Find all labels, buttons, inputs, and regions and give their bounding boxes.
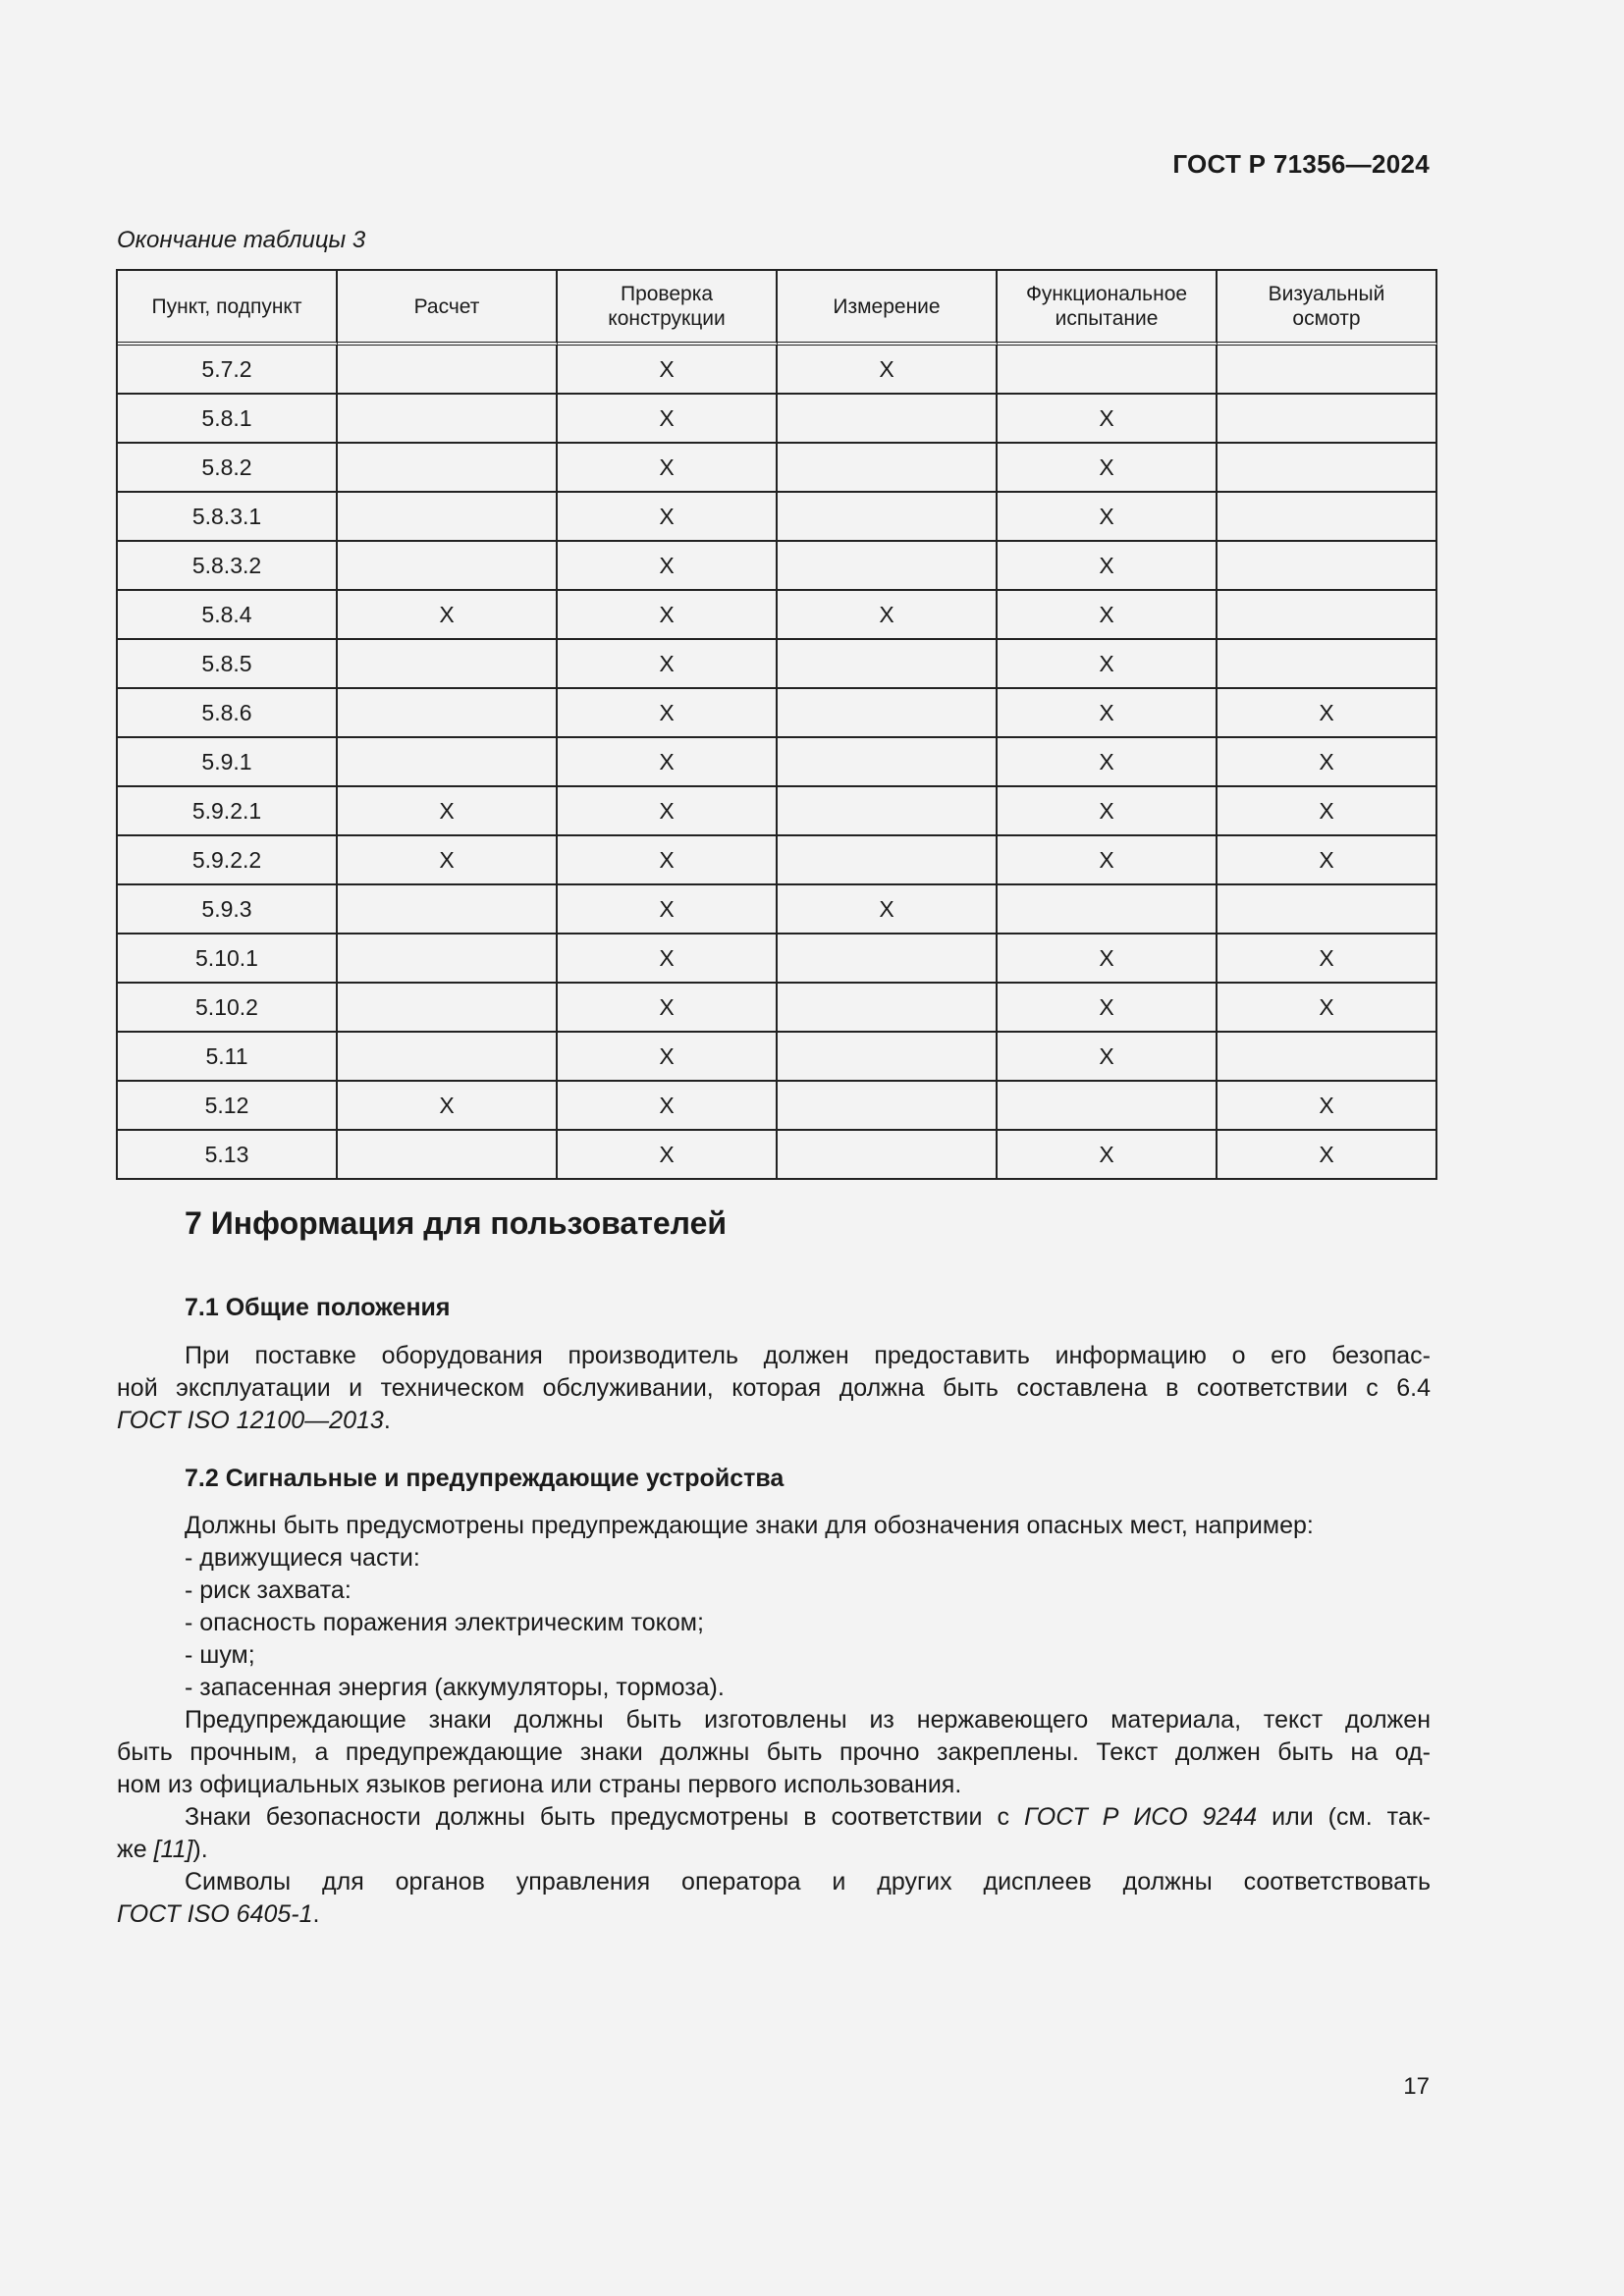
check-cell [1218, 885, 1437, 934]
section-7-1-heading: 7.1 Общие положения [185, 1294, 451, 1321]
clause-number-cell: 5.9.2.1 [118, 787, 338, 836]
check-cell: X [558, 346, 778, 395]
table-row [118, 787, 1437, 836]
check-cell [1218, 444, 1437, 493]
paragraph-line: Символы для органов управления оператора и других дисплеев должны соответствовать [185, 1868, 1431, 1896]
check-cell [778, 1131, 998, 1180]
clause-number-cell: 5.9.1 [118, 738, 338, 787]
table-body [118, 346, 1437, 1180]
paragraph-line [117, 1801, 1431, 1834]
column-header: Функциональное испытание [998, 271, 1218, 346]
check-cell: X [998, 1131, 1218, 1180]
clause-number-cell: 5.9.3 [118, 885, 338, 934]
check-cell [998, 346, 1218, 395]
paragraph-line: При поставке оборудования производитель должен предоставить информацию о его безопас- [185, 1342, 1431, 1369]
check-cell: X [558, 444, 778, 493]
check-cell: X [1218, 787, 1437, 836]
table-row [118, 493, 1437, 542]
check-cell [778, 984, 998, 1033]
check-cell [338, 542, 558, 591]
verification-table [116, 269, 1437, 1180]
paragraph-intro: Должны быть предусмотрены предупреждающие знаки для обозначения опасных мест, например: [185, 1512, 1314, 1539]
clause-number-cell: 5.12 [118, 1082, 338, 1131]
check-cell [778, 934, 998, 984]
table-row [118, 738, 1437, 787]
paragraph-line: Предупреждающие знаки должны быть изготовлены из нержавеющего материала, текст должен [185, 1706, 1431, 1734]
check-cell [1218, 346, 1437, 395]
check-cell: X [558, 689, 778, 738]
paragraph-line: быть прочным, а предупреждающие знаки должны быть прочно закреплены. Текст должен быть на од- [117, 1738, 1431, 1766]
check-cell: X [998, 444, 1218, 493]
clause-number-cell: 5.8.4 [118, 591, 338, 640]
page-number: 17 [1403, 2073, 1430, 2100]
check-cell: X [558, 738, 778, 787]
table-row [118, 1082, 1437, 1131]
check-cell [338, 934, 558, 984]
check-cell: X [1218, 1131, 1437, 1180]
check-cell [338, 1033, 558, 1082]
hazard-list-item: - запасенная энергия (аккумуляторы, тормоза). [185, 1674, 725, 1701]
check-cell: X [1218, 836, 1437, 885]
check-cell [338, 346, 558, 395]
column-header: Расчет [338, 271, 558, 346]
section-7-2-body [117, 1510, 1431, 1931]
section-7-2-heading: 7.2 Сигнальные и предупреждающие устройства [185, 1465, 785, 1492]
table-row [118, 346, 1437, 395]
text: или (см. так- [1257, 1803, 1431, 1831]
check-cell: X [998, 787, 1218, 836]
check-cell: X [778, 346, 998, 395]
text: Знаки безопасности должны быть предусмотрены в соответствии с [185, 1803, 1024, 1831]
check-cell [778, 542, 998, 591]
check-cell: X [998, 1033, 1218, 1082]
hazard-list-item: - шум; [185, 1641, 255, 1669]
check-cell: X [558, 1131, 778, 1180]
text: же [117, 1836, 154, 1863]
clause-number-cell: 5.13 [118, 1131, 338, 1180]
check-cell [998, 885, 1218, 934]
clause-number-cell: 5.9.2.2 [118, 836, 338, 885]
check-cell: X [558, 493, 778, 542]
standard-reference: ГОСТ Р ИСО 9244 [1024, 1803, 1258, 1831]
bibliography-reference: [11] [153, 1836, 193, 1863]
table-row [118, 1131, 1437, 1180]
check-cell: X [558, 542, 778, 591]
check-cell [778, 787, 998, 836]
check-cell [338, 738, 558, 787]
check-cell: X [1218, 934, 1437, 984]
clause-number-cell: 5.8.6 [118, 689, 338, 738]
check-cell [338, 1131, 558, 1180]
check-cell: X [558, 787, 778, 836]
check-cell: X [998, 984, 1218, 1033]
check-cell: X [1218, 738, 1437, 787]
table-header-row [118, 271, 1437, 346]
check-cell: X [998, 542, 1218, 591]
paragraph-line: ной эксплуатации и техническом обслуживании, которая должна быть составлена в соответствии с 6.4 [117, 1374, 1431, 1402]
check-cell: X [558, 836, 778, 885]
table-row [118, 689, 1437, 738]
clause-number-cell: 5.7.2 [118, 346, 338, 395]
check-cell [778, 836, 998, 885]
check-cell: X [998, 640, 1218, 689]
check-cell: X [778, 591, 998, 640]
table-row [118, 395, 1437, 444]
table-row [118, 591, 1437, 640]
table-row [118, 1033, 1437, 1082]
table-row [118, 984, 1437, 1033]
check-cell: X [998, 591, 1218, 640]
document-code: ГОСТ Р 71356—2024 [1172, 149, 1430, 179]
check-cell: X [1218, 689, 1437, 738]
clause-number-cell: 5.8.2 [118, 444, 338, 493]
check-cell [338, 444, 558, 493]
table-row [118, 934, 1437, 984]
check-cell [338, 984, 558, 1033]
hazard-list-item: - опасность поражения электрическим током; [185, 1609, 704, 1636]
check-cell: X [998, 689, 1218, 738]
check-cell [1218, 1033, 1437, 1082]
hazard-list-item: - риск захвата: [185, 1576, 352, 1604]
check-cell: X [998, 738, 1218, 787]
paragraph-line [117, 1898, 1431, 1931]
table-caption: Окончание таблицы 3 [117, 227, 366, 253]
check-cell [1218, 591, 1437, 640]
check-cell: X [338, 1082, 558, 1131]
clause-number-cell: 5.11 [118, 1033, 338, 1082]
check-cell [778, 640, 998, 689]
table-row [118, 444, 1437, 493]
check-cell [778, 493, 998, 542]
paragraph-line [117, 1834, 1431, 1866]
check-cell [778, 395, 998, 444]
check-cell: X [558, 1033, 778, 1082]
column-header: Визуальный осмотр [1218, 271, 1437, 346]
check-cell [1218, 640, 1437, 689]
standard-reference: ГОСТ ISO 12100—2013 [117, 1407, 384, 1434]
check-cell [1218, 493, 1437, 542]
section-7-heading: 7 Информация для пользователей [185, 1205, 728, 1241]
check-cell [778, 738, 998, 787]
table-row [118, 885, 1437, 934]
standard-reference: ГОСТ ISO 6405-1 [117, 1900, 313, 1928]
check-cell: X [998, 493, 1218, 542]
paragraph-line: ном из официальных языков региона или страны первого использования. [117, 1771, 962, 1798]
check-cell: X [998, 395, 1218, 444]
column-header: Проверка конструкции [558, 271, 778, 346]
check-cell [778, 689, 998, 738]
check-cell [998, 1082, 1218, 1131]
clause-number-cell: 5.8.5 [118, 640, 338, 689]
clause-number-cell: 5.8.3.1 [118, 493, 338, 542]
check-cell: X [558, 1082, 778, 1131]
check-cell: X [1218, 1082, 1437, 1131]
check-cell [338, 395, 558, 444]
check-cell [338, 689, 558, 738]
check-cell [338, 493, 558, 542]
table-row [118, 542, 1437, 591]
punctuation: . [312, 1900, 320, 1928]
check-cell [778, 444, 998, 493]
column-header: Измерение [778, 271, 998, 346]
table-row [118, 836, 1437, 885]
column-header: Пункт, подпункт [118, 271, 338, 346]
check-cell: X [558, 640, 778, 689]
check-cell: X [998, 836, 1218, 885]
punctuation: . [383, 1407, 391, 1434]
check-cell [338, 885, 558, 934]
check-cell: X [558, 395, 778, 444]
check-cell [778, 1082, 998, 1131]
check-cell: X [1218, 984, 1437, 1033]
check-cell: X [338, 836, 558, 885]
check-cell: X [998, 934, 1218, 984]
check-cell: X [778, 885, 998, 934]
clause-number-cell: 5.8.3.2 [118, 542, 338, 591]
clause-number-cell: 5.10.1 [118, 934, 338, 984]
check-cell: X [558, 591, 778, 640]
clause-number-cell: 5.8.1 [118, 395, 338, 444]
clause-number-cell: 5.10.2 [118, 984, 338, 1033]
table-row [118, 640, 1437, 689]
hazard-list-item: - движущиеся части: [185, 1544, 420, 1572]
check-cell [1218, 542, 1437, 591]
check-cell [338, 640, 558, 689]
check-cell: X [338, 787, 558, 836]
check-cell [778, 1033, 998, 1082]
text: ). [192, 1836, 208, 1863]
check-cell: X [558, 934, 778, 984]
check-cell [1218, 395, 1437, 444]
check-cell: X [558, 885, 778, 934]
check-cell: X [338, 591, 558, 640]
check-cell: X [558, 984, 778, 1033]
paragraph-line [117, 1405, 1431, 1437]
section-7-1-body [117, 1340, 1431, 1437]
hazard-list [117, 1542, 1431, 1704]
